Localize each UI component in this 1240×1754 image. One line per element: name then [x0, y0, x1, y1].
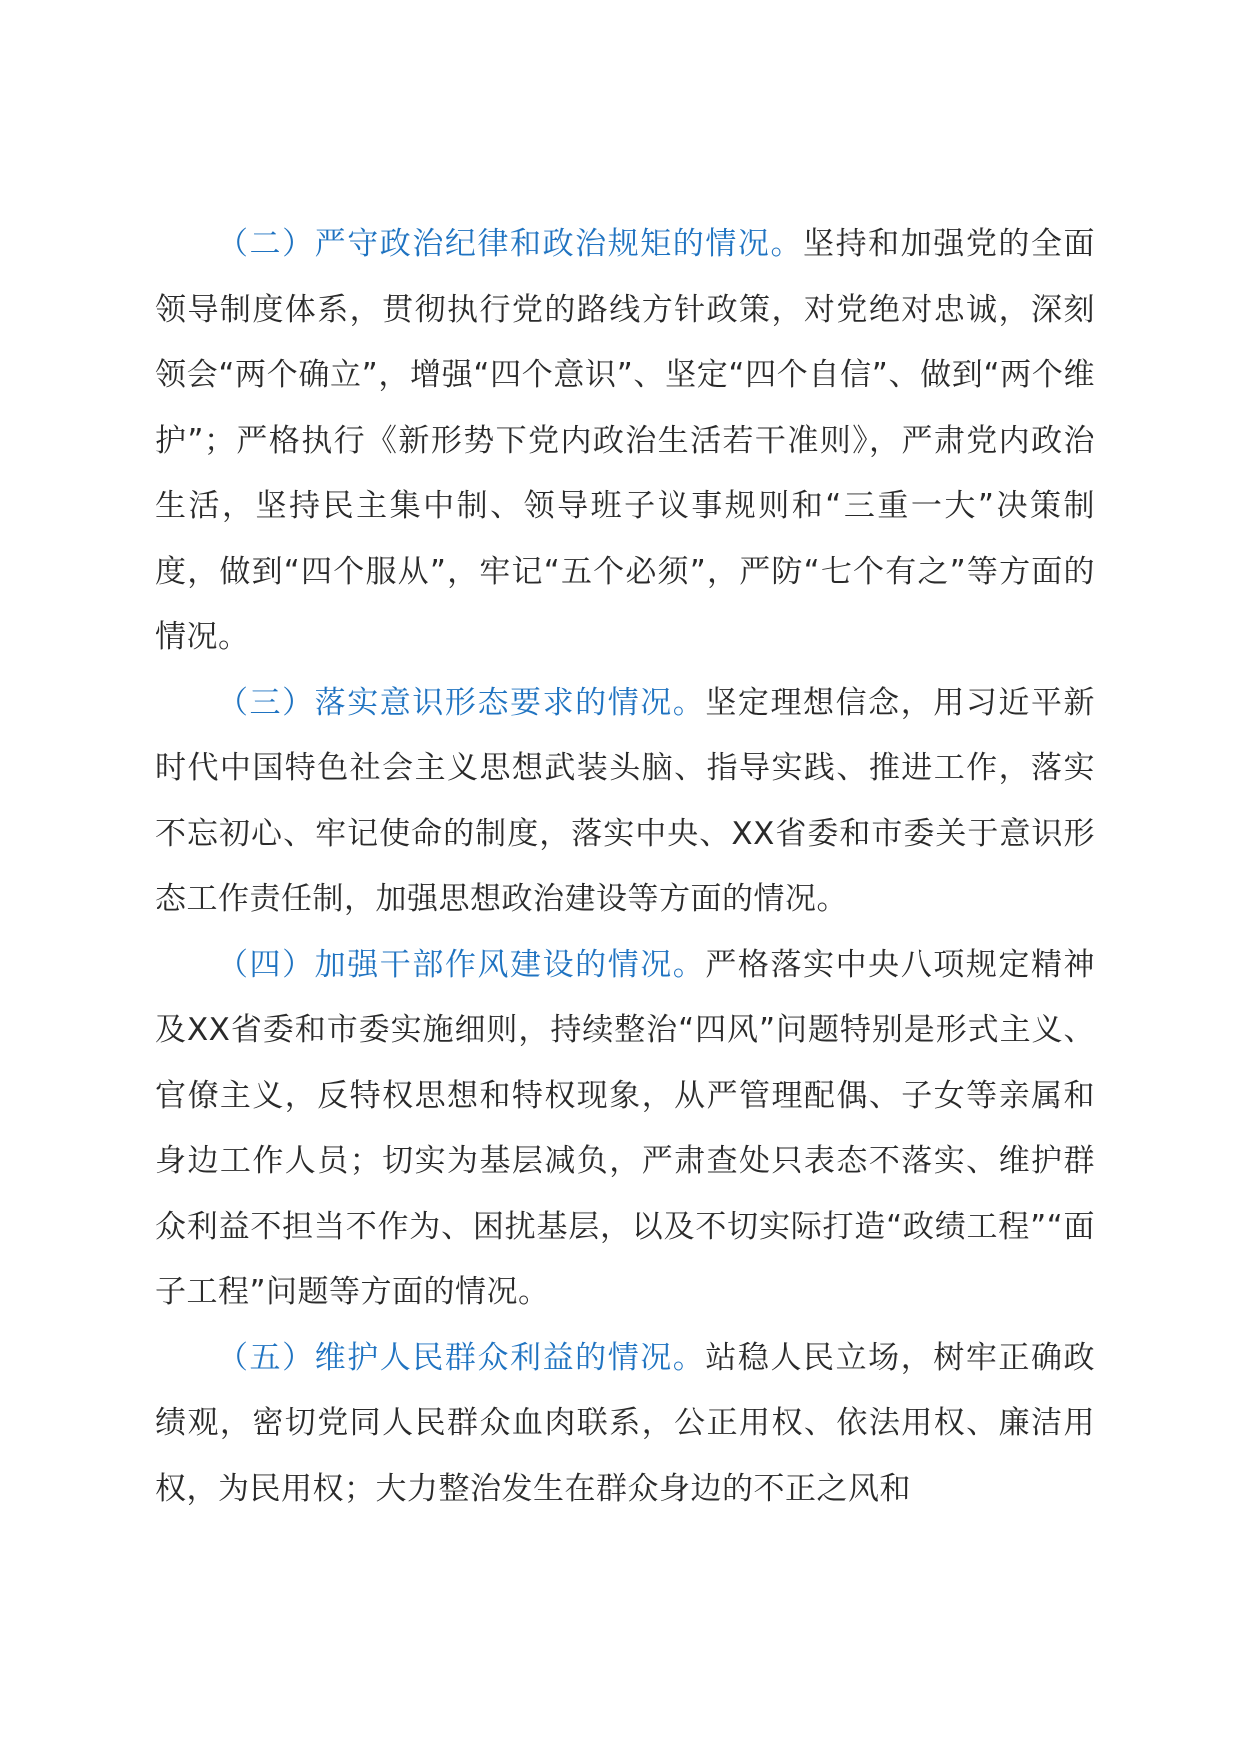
section-heading: （五）维护人民群众利益的情况。	[217, 1339, 706, 1376]
document-body	[155, 212, 1095, 1522]
paragraph-ideology	[155, 671, 1095, 933]
section-heading: （二）严守政治纪律和政治规矩的情况。	[217, 226, 804, 262]
paragraph-text: 坚持和加强党的全面领导制度体系，贯彻执行党的路线方针政策，对党绝对忠诚，深刻领会“两个确立”，增强“四个意识”、坚定“四个自信”、做到“两个维护”；严格执行《新形势下党内政治生活若干准则》，严肃党内政治生活，坚持民主集中制、领导班子议事规则和“三重一大”决策制度，做到“四个服从”，牢记“五个必须”，严防“七个有之”等方面的情况。	[155, 226, 1096, 655]
paragraph-text: 站稳人民立场，树牢正确政绩观，密切党同人民群众血肉联系，公正用权、依法用权、廉洁用权，为民用权；大力整治发生在群众身边的不正之风和	[155, 1339, 1096, 1507]
paragraph-cadre-conduct	[155, 933, 1095, 1326]
section-heading: （四）加强干部作风建设的情况。	[217, 946, 706, 983]
paragraph-text: 严格落实中央八项规定精神及XX省委和市委实施细则，持续整治“四风”问题特别是形式主义、官僚主义，反特权思想和特权现象，从严管理配偶、子女等亲属和身边工作人员；切实为基层减负，严肃查处只表态不落实、维护群众利益不担当不作为、困扰基层，以及不切实际打造“政绩工程”“面子工程”问题等方面的情况。	[155, 946, 1096, 1310]
paragraph-political-discipline	[155, 212, 1095, 671]
paragraph-public-interest	[155, 1326, 1095, 1523]
section-heading: （三）落实意识形态要求的情况。	[217, 684, 706, 721]
paragraph-text: 坚定理想信念，用习近平新时代中国特色社会主义思想武装头脑、指导实践、推进工作，落实不忘初心、牢记使命的制度，落实中央、XX省委和市委关于意识形态工作责任制，加强思想政治建设等方面的情况。	[155, 684, 1096, 917]
